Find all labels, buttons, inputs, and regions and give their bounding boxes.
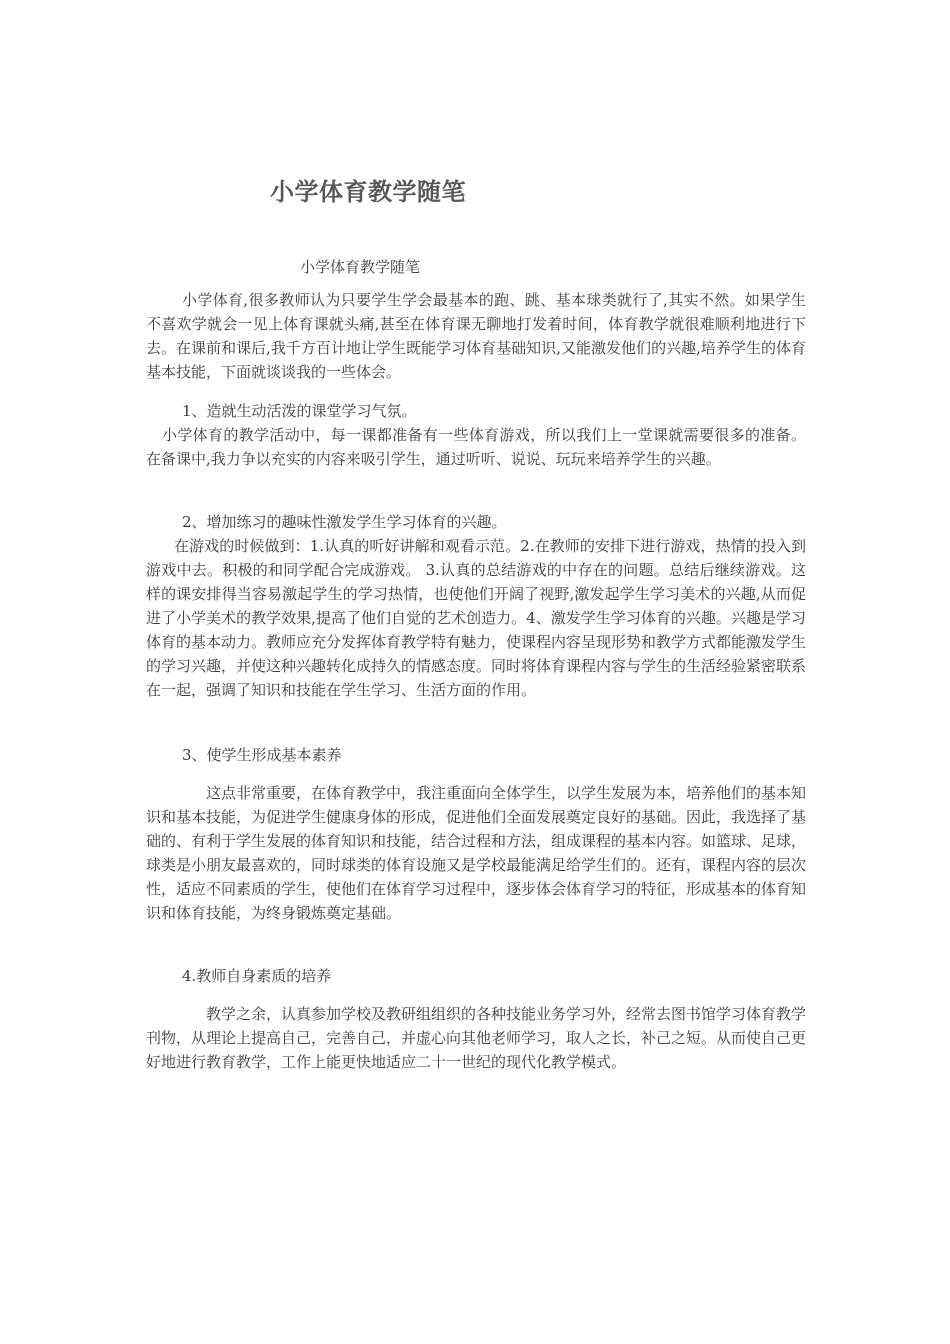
document-title: 小学体育教学随笔 (270, 178, 466, 206)
section-3-paragraph: 这点非常重要，在体育教学中，我注重面向全体学生，以学生发展为本，培养他们的基本知识和基本技能，为促进学生健康身体的形成，促进他们全面发展奠定良好的基础。因此，我选择了基础的、有利于学生发展的体育知识和技能，结合过程和方法，组成课程的基本内容。如篮球、足球，球类是小朋友最喜欢的，同时球类的体育设施又是学校最能满足给学生们的。还有，课程内容的层次性，适应不同素质的学生，使他们在体育学习过程中，逐步体会体育学习的特征，形成基本的体育知识和体育技能，为终身锻炼奠定基础。 (146, 784, 807, 922)
section-4 (146, 964, 806, 1074)
section-1 (146, 399, 806, 471)
intro-paragraph: 小学体育,很多教师认为只要学生学会最基本的跑、跳、基本球类就行了,其实不然。如果学生不喜欢学就会一见上体育课就头痛,甚至在体育课无聊地打发着时间，体育教学就很难顺利地进行下去。在课前和课后,我千方百计地让学生既能学习体育基础知识,又能激发他们的兴趣,培养学生的体育基本技能，下面就谈谈我的一些体会。 (146, 291, 806, 381)
section-2-heading: 2、增加练习的趣味性激发学生学习体育的兴趣。 (182, 513, 507, 531)
document-subtitle: 小学体育教学随笔 (300, 258, 421, 276)
section-3 (146, 743, 806, 925)
section-3-heading: 3、使学生形成基本素养 (182, 746, 342, 764)
section-2-paragraph: 在游戏的时候做到：1.认真的听好讲解和观看示范。2.在教师的安排下进行游戏，热情的投入到游戏中去。积极的和同学配合完成游戏。 3.认真的总结游戏的中存在的问题。总结后继续游戏。这样的课安排得当容易激起学生的学习热情，也使他们开阔了视野,激发起学生学习美术的兴趣,从而促进了小学美术的教学效果,提高了他们自觉的艺术创造力。4、激发学生学习体育的兴趣。兴趣是学习体育的基本动力。教师应充分发挥体育教学特有魅力，使课程内容呈现形势和教学方式都能激发学生的学习兴趣，并使这种兴趣转化成持久的情感态度。同时将体育课程内容与学生的生活经验紧密联系在一起，强调了知识和技能在学生学习、生活方面的作用。 (146, 537, 807, 699)
section-2 (146, 510, 806, 702)
intro-block (146, 288, 806, 384)
section-1-paragraph: 小学体育的教学活动中，每一课都准备有一些体育游戏，所以我们上一堂课就需要很多的准备。在备课中,我力争以充实的内容来吸引学生，通过听听、说说、玩玩来培养学生的兴趣。 (146, 426, 806, 468)
section-1-heading: 1、造就生动活泼的课堂学习气氛。 (182, 402, 417, 420)
section-4-heading: 4.教师自身素质的培养 (182, 967, 332, 985)
section-4-paragraph: 教学之余，认真参加学校及教研组组织的各种技能业务学习外，经常去图书馆学习体育教学刊物，从理论上提高自己，完善自己，并虚心向其他老师学习，取人之长，补己之短。从而使自己更好地进行教育教学，工作上能更快地适应二十一世纪的现代化教学模式。 (146, 1005, 807, 1071)
